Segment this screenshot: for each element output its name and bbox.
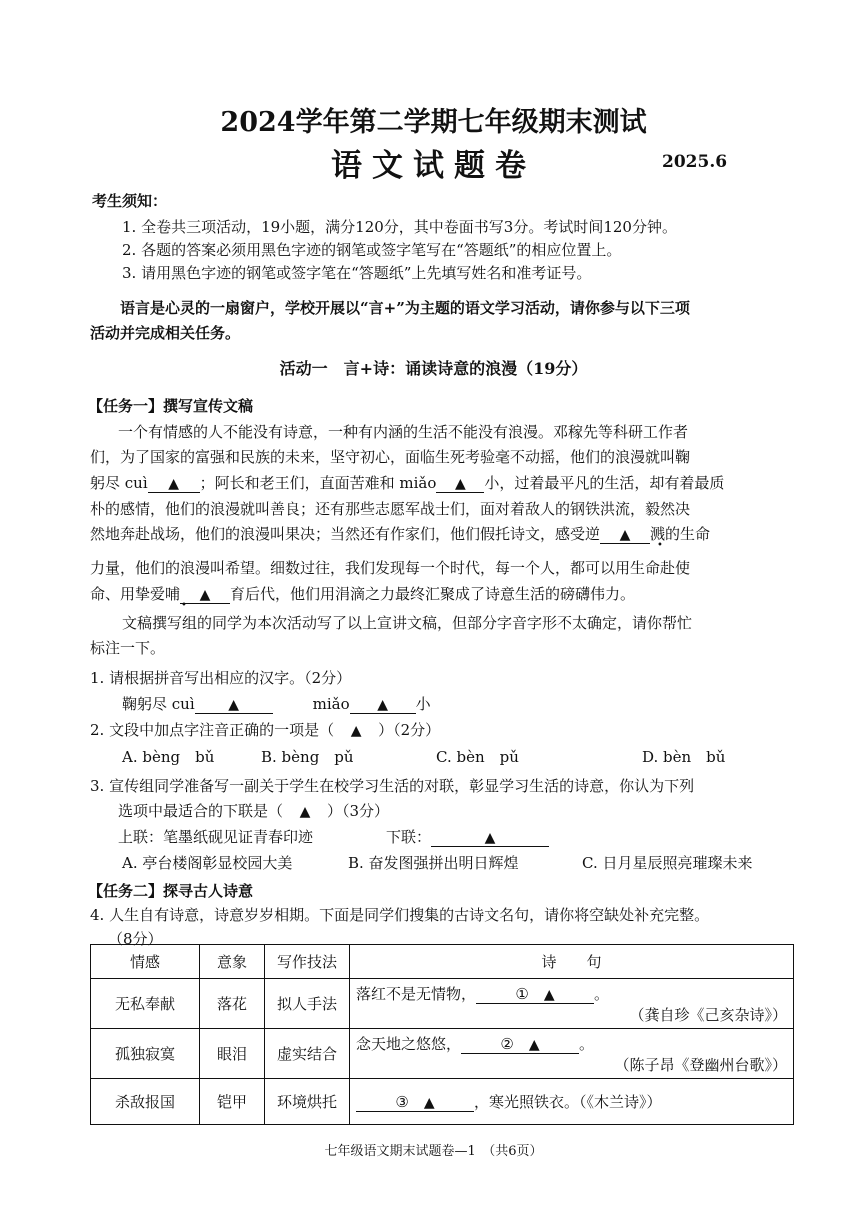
answer-slot: ▲: [299, 804, 311, 820]
option: C. 日月星辰照亮璀璨未来: [582, 854, 753, 872]
image-cell: 眼泪: [200, 1029, 265, 1079]
technique-cell: 拟人手法: [265, 979, 350, 1029]
intro-line: 语言是心灵的一扇窗户，学校开展以“言+”为主题的语文学习活动，请你参与以下三项: [120, 299, 690, 317]
emotion-cell: 杀敌报国: [91, 1079, 200, 1125]
option: B. 奋发图强拼出明日辉煌: [348, 854, 519, 872]
column-header: 情感: [91, 945, 200, 979]
passage-line: 躬尽 cuì ▲ ；阿长和老王们，直面苦难和 miǎo ▲ 小，过着最平凡的生活，却有着最质: [90, 474, 725, 492]
exam-date: 2025.6: [662, 152, 728, 172]
answer-blank: ▲: [148, 475, 200, 493]
answer-blank: ② ▲: [461, 1036, 579, 1054]
paper-title: 语文试题卷: [331, 148, 536, 184]
option: D. bèn bǔ: [642, 748, 726, 766]
emphasis-dot: •: [181, 600, 187, 611]
verse-source: （陈子昂《登幽州台歌》）: [614, 1055, 787, 1074]
notice-item: 2. 各题的答案必须用黑色字迹的钢笔或签字笔写在“答题纸”的相应位置上。: [122, 241, 622, 259]
question-1-stem: 1. 请根据拼音写出相应的汉字。（2分）: [90, 669, 352, 687]
passage-line: 朴的感情，他们的浪漫就叫善良；还有那些志愿军战士们，面对着敌人的钢铁洪流，毅然决: [90, 500, 691, 518]
image-cell: 落花: [200, 979, 265, 1029]
task-heading: 【任务一】撰写宣传文稿: [88, 397, 254, 415]
table-row: [91, 1029, 794, 1079]
exam-title: 2024学年第二学期七年级期末测试: [220, 107, 647, 138]
answer-blank: ① ▲: [476, 986, 594, 1004]
passage-line: 一个有情感的人不能没有诗意，一种有内涵的生活不能没有浪漫。邓稼先等科研工作者: [118, 423, 689, 441]
answer-blank: ③ ▲: [356, 1094, 474, 1112]
task-heading: 【任务二】探寻古人诗意: [88, 882, 254, 900]
activity-title: 活动一 言+诗：诵读诗意的浪漫（19分）: [279, 359, 588, 378]
answer-blank: ▲: [195, 696, 273, 714]
table-row: [91, 979, 794, 1029]
answer-blank: ▲: [350, 696, 416, 714]
column-header: 意象: [200, 945, 265, 979]
image-cell: 铠甲: [200, 1079, 265, 1125]
option: C. bèn pǔ: [436, 748, 519, 766]
notice-heading: 考生须知：: [92, 192, 168, 210]
couplet-lower: 下联： ▲: [386, 826, 549, 847]
option: B. bèng pǔ: [261, 748, 354, 766]
couplet-upper: 上联：笔墨纸砚见证青春印迹: [118, 828, 314, 846]
question-4-score: （8分）: [108, 930, 163, 948]
emphasis-dot: •: [657, 540, 663, 551]
verse-cell: 念天地之悠悠， ② ▲ 。 （陈子昂《登幽州台歌》）: [350, 1029, 794, 1079]
task-note: 标注一下。: [90, 639, 166, 657]
page-footer: 七年级语文期末试题卷—1 （共6页）: [324, 1144, 543, 1159]
notice-item: 1. 全卷共三项活动，19小题，满分120分，其中卷面书写3分。考试时间120分钟。: [122, 218, 677, 236]
column-header: 写作技法: [265, 945, 350, 979]
column-header: 诗 句: [350, 945, 794, 979]
option: A. bèng bǔ: [122, 748, 215, 766]
intro-line: 活动并完成相关任务。: [90, 324, 241, 342]
answer-blank: ▲: [180, 586, 230, 604]
passage-line: 力量，他们的浪漫叫希望。细数过往，我们发现每一个时代，每一个人，都可以用生命赴使: [90, 559, 691, 577]
table-row: [91, 1079, 794, 1125]
verse-cell: ③ ▲ ，寒光照铁衣。（《木兰诗》）: [350, 1079, 794, 1125]
question-3-stem: 3. 宣传组同学准备写一副关于学生在校学习生活的对联，彰显学习生活的诗意，你认为下列: [90, 777, 695, 795]
technique-cell: 虚实结合: [265, 1029, 350, 1079]
poetry-table: [90, 944, 794, 1125]
emotion-cell: 无私奉献: [91, 979, 200, 1029]
answer-slot: ▲: [350, 723, 362, 739]
technique-cell: 环境烘托: [265, 1079, 350, 1125]
table-header-row: [91, 945, 794, 979]
question-4-stem: 4. 人生自有诗意，诗意岁岁相期。下面是同学们搜集的古诗文名句，请你将空缺处补充完整。: [90, 906, 710, 924]
answer-blank: ▲: [600, 526, 650, 544]
task-note: 文稿撰写组的同学为本次活动写了以上宣讲文稿，但部分字音字形不太确定，请你帮忙: [122, 614, 693, 632]
option: A. 亭台楼阁彰显校园大美: [122, 854, 293, 872]
emotion-cell: 孤独寂寞: [91, 1029, 200, 1079]
question-1-blanks: 鞠躬尽 cuì ▲ miǎo ▲ 小: [122, 695, 431, 713]
verse-cell: 落红不是无情物， ① ▲ 。 （龚自珍《己亥杂诗》）: [350, 979, 794, 1029]
question-2-stem: 2. 文段中加点字注音正确的一项是（ ▲ ）（2分）: [90, 721, 441, 739]
passage-line: 然地奔赴战场，他们的浪漫叫果决；当然还有作家们，他们假托诗文，感受逆 ▲ 溅的生命: [90, 525, 711, 543]
answer-blank: ▲: [436, 475, 484, 493]
passage-line: 们，为了国家的富强和民族的未来，坚守初心，面临生死考验毫不动摇，他们的浪漫就叫鞠: [90, 448, 691, 466]
verse-source: （龚自珍《己亥杂诗》）: [629, 1005, 787, 1024]
question-3-stem: 选项中最适合的下联是（ ▲ ）（3分）: [118, 802, 390, 820]
notice-item: 3. 请用黑色字迹的钢笔或签字笔在“答题纸”上先填写姓名和准考证号。: [122, 264, 592, 282]
answer-blank: ▲: [431, 829, 549, 847]
passage-line: 命、用挚爱哺 ▲ 育后代，他们用涓滴之力最终汇聚成了诗意生活的磅礴伟力。: [90, 585, 636, 603]
